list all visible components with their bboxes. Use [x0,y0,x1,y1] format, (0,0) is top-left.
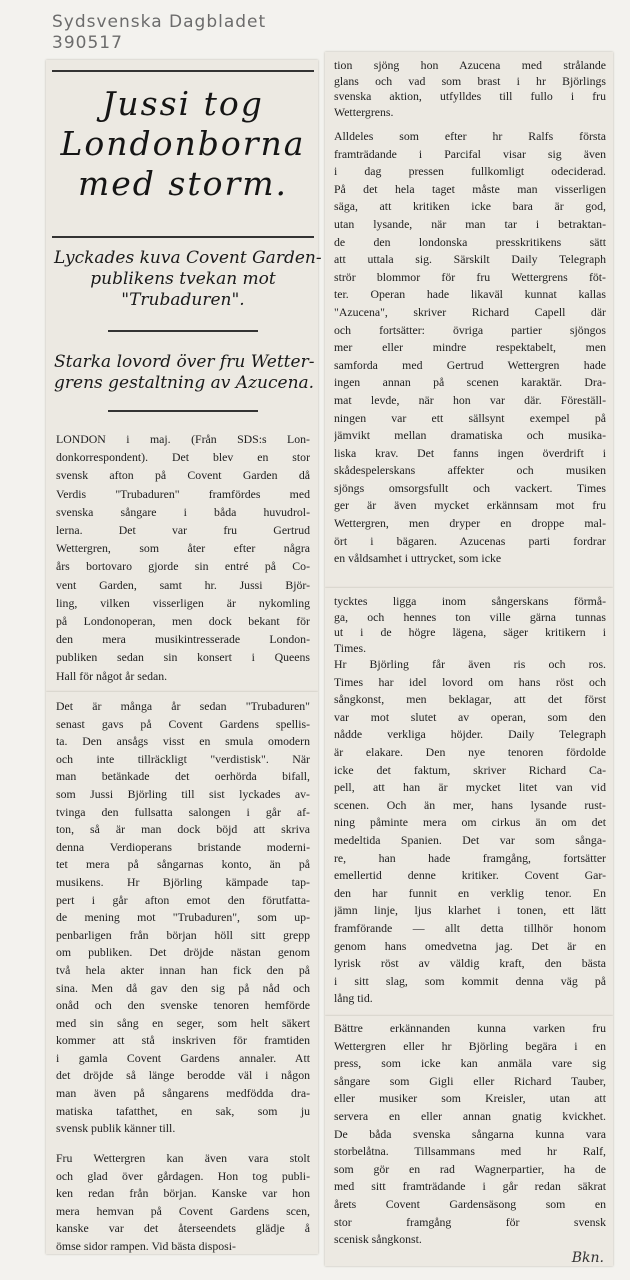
headline [52,84,314,204]
headline-line-3: med storm. [77,164,289,203]
text-line: pert i går afton emot den förutfatta- [56,892,310,907]
headline-line-1: Jussi tog [102,84,264,123]
subheadline-2 [54,352,315,394]
text-line: lerna. Det var fru Gertrud [56,523,310,538]
article-body-right-middle-2 [334,656,606,1008]
text-line: med sin sång en seger, som helt säkert [56,1015,310,1030]
subheadline-1-line: Lyckades kuva Covent Garden- [54,248,322,268]
text-line: Wettergren, som åter efter några [56,541,310,556]
text-line: en våldsamhet i uttrycket, som icke [334,551,502,566]
text-line: ingen annan på scenen karaktär. Dra- [334,375,606,390]
article-body-left-2 [56,1150,310,1256]
text-line: De båda svenska sångarna kunna vara [334,1126,606,1141]
text-line: stor framgång för svensk [334,1214,606,1229]
text-line: ningen var ett sällsynt exempel på [334,410,606,425]
text-line: svensk publik känner till. [56,1121,176,1136]
text-line: strör blommor för fru Wettergrens föt- [334,269,606,284]
text-line: som Jussi Björling till sist lyckades av- [56,786,310,801]
text-line: donkorrespondent). Det blev en stor [56,450,310,465]
text-line: scenisk sångkonst. [334,1232,422,1247]
article-body-right-top-2 [334,128,606,568]
subheadline-rule-2 [108,410,258,412]
text-line: Hall för något år sedan. [56,668,168,683]
text-line: att uttala sig. Särskilt Daily Telegraph [334,252,606,267]
text-line: vent Garden, samt hr. Jussi Björ- [56,577,310,592]
text-line: Wettergrens. [334,104,394,119]
text-line: jämn linje, ljus klarhet i tonen, ett lätt [334,903,606,918]
text-line: kommer att stå inskriven för framtiden [56,1033,310,1048]
text-line: icke det faktum, skriver Richard Ca- [334,762,606,777]
text-line: var mot slutet av operan, som den [334,709,606,724]
text-line: och glad över gårdagen. Hon tog publi- [56,1168,310,1183]
text-line: Fru Wettergren kan även vara stolt [56,1151,310,1165]
text-line: man även på sångarens medfödda dra- [56,1086,310,1101]
text-line: är elakare. Den nye tenoren fördolde [334,744,606,759]
text-line: Times. [334,640,367,655]
text-line: LONDON i maj. (Från SDS:s Lon- [56,432,310,446]
text-line: med sitt framträdande i går redan säkrat [334,1179,606,1194]
text-line: svenska aktion, utfylldes till fullo i fru [334,89,606,103]
text-line: i gamla Covent Gardens annaler. Att [56,1050,310,1065]
text-line: ling, vilken visserligen är nykomling [56,595,310,610]
text-line: ut i de högre lägena, säger kritikern i [334,625,606,639]
text-line: medeltida Spanien. Det var som sånga- [334,832,606,847]
text-line: "Azucena", skriver Richard Capell där [334,304,606,319]
text-line: ga, och hennes ton ville gärna tunnas [334,609,606,624]
text-line: Verdis "Trubaduren" framfördes med [56,486,310,501]
text-line: Det är många år sedan "Trubaduren" [56,699,310,713]
text-line: ton, så är man dock böjd att skriva [56,822,310,837]
text-line: emellertid denne kritiker. Covent Gar- [334,868,606,883]
text-line: pell, att han är mycket litet van vid [334,780,606,795]
text-line: genom hans omedvetna jag. Det är en [334,938,606,953]
text-line: framförande — allt detta tillhör honom [334,920,606,935]
text-line: årets Covent Gardensäsong som en [334,1196,606,1211]
text-line: Wettergren eller hr Björling begära i en [334,1038,606,1053]
headline-line-2: Londonborna [60,124,306,163]
text-line: Times har idel lovord om hans röst och [334,674,606,689]
text-line: två hela akter innan han fick den på [56,962,310,977]
text-line: ter. Operan hade likaväl kunnat kallas [334,287,606,302]
text-line: kanske var det återseendets glädje å [56,1221,310,1236]
text-line: senast gavs på Covent Gardens spellis- [56,716,310,731]
text-line: glans och vad som brast i hr Björlings [334,73,606,88]
text-line: nådde verkliga höjder. Daily Telegraph [334,727,606,742]
text-line: ken redan från början. Kanske var hon [56,1186,310,1201]
text-line: denna Verdioperans bristande moderni- [56,839,310,854]
article-body-right-top [334,58,606,120]
text-line: man betänkade det oerhörda bifall, [56,769,310,784]
text-line: sina. Men då gav den sig på nåd och [56,980,310,995]
text-line: de mening mot "Trubaduren", som up- [56,910,310,925]
text-line: på Londonoperan, men dock bekant för [56,614,310,629]
article-body-right-middle [334,594,606,656]
text-line: den har funnit en verklig tenor. En [334,885,606,900]
text-line: Bättre erkännanden kunna varken fru [334,1021,606,1035]
text-line: sångkonst, men beklagar, att det först [334,692,606,707]
subheadline-2-line: grens gestaltning av Azucena. [54,373,315,393]
subheadline-1-line: "Trubaduren". [121,290,245,310]
text-line: tion sjöng hon Azucena med strålande [334,58,606,72]
text-line: Hr Björling får även ris och ros. [334,657,606,671]
text-line: lång tid. [334,991,373,1006]
text-line: års bortovaro gjorde sin entré på Co- [56,559,310,574]
text-line: matiska tafatthet, en sak, som ju [56,1103,310,1118]
text-line: svensk afton på Covent Garden då [56,468,310,483]
text-line: jämvikt mellan dramatiska och musika- [334,428,606,443]
text-line: eller musiker som Kreisler, utan att [334,1091,606,1106]
text-line: som gör en rad Wagnerpartier, ha de [334,1161,606,1176]
handwritten-source: Sydsvenska Dagbladet [52,12,267,32]
text-line: Wettergren, men dryper en droppe mal- [334,516,606,531]
text-line: onåd och den svenske tenoren hemförde [56,998,310,1013]
text-line: om publiken. Det dröjde nästan genom [56,945,310,960]
text-line: storbelåtna. Tillsammans med hr Ralf, [334,1144,606,1159]
text-line: ning påminte mera om cirkus än om det [334,815,606,830]
text-line: ört i bägaren. Azucenas parti fordrar [334,533,606,548]
article-body-left [56,698,310,1138]
text-line: ömse sidor rampen. Vid bästa disposi- [56,1238,236,1253]
text-line: och fortsätter: övriga partier sjöngos [334,322,606,337]
subheadline-1 [54,248,322,311]
text-line: mera hemvan på Covent Gardens scen, [56,1203,310,1218]
text-line: i sitt slag, som kommit denna väg på [334,973,606,988]
subheadline-2-line: Starka lovord över fru Wetter- [54,352,315,372]
article-intro [56,430,310,685]
author-signature: Bkn. [571,1250,604,1266]
text-line: servera en eller annan gnatig kvickhet. [334,1108,606,1123]
text-line: musikens. Hr Björling kämpade tap- [56,874,310,889]
text-line: ta. Den ansågs visst en smula omodern [56,734,310,749]
text-line: press, som icke kan anmäla vare sig [334,1056,606,1071]
headline-rule [52,236,314,238]
text-line: framträdande i Parcifal visar sig även [334,146,606,161]
text-line: det dröjde så länge berodde väl i någon [56,1068,310,1083]
text-line: skådespelerskans affekter och musiken [334,463,606,478]
text-line: mat levde, när hon var där. Föreställ- [334,392,606,407]
handwritten-note [52,12,266,54]
text-line: samforda med Gertrud Wettergren hade [334,357,606,372]
text-line: publiken sedan sin konsert i Queens [56,650,310,665]
subheadline-rule [108,330,258,332]
text-line: svenska sångare i båda huvudrol- [56,504,310,519]
top-rule [52,70,314,72]
text-line: och inte tillräckligt "verdistisk". När [56,751,310,766]
text-line: de den londonska presskritikens sätt [334,234,606,249]
text-line: mer eller mindre respektabelt, men [334,340,606,355]
text-line: säga, att kritiken icke bara är god, [334,199,606,214]
text-line: Alldeles som efter hr Ralfs första [334,129,606,143]
text-line: tvinga den fullsatta salongen i går af- [56,804,310,819]
text-line: På det hela taget måste man visserligen [334,181,606,196]
text-line: sjöngs omsorgsfullt och vackert. Times [334,480,606,495]
handwritten-date: 390517 [52,33,123,53]
text-line: scenen. Och än mer, hans lysande rust- [334,797,606,812]
text-line: utan lysande, när man tar i betraktan- [334,216,606,231]
text-line: lyrisk röst av väldig kraft, den bästa [334,956,606,971]
text-line: re, han hade framgång, fortsätter [334,850,606,865]
text-line: sångare som Gigli eller Richard Tauber, [334,1073,606,1088]
text-line: liska krav. Det fanns ingen överdrift i [334,445,606,460]
text-line: den mera musikintresserade London- [56,632,310,647]
text-line: tycktes ligga inom sångerskans förmå- [334,594,606,608]
text-line: tet mera på sångarnas konto, än på [56,857,310,872]
subheadline-1-line: publikens tvekan mot [90,269,276,289]
article-body-right-bottom [334,1020,606,1249]
text-line: i dag pressen fullkomligt odeciderad. [334,164,606,179]
text-line: penbarligen från början höll sitt grepp [56,927,310,942]
text-line: ger är även mycket erkännsam mot fru [334,498,606,513]
